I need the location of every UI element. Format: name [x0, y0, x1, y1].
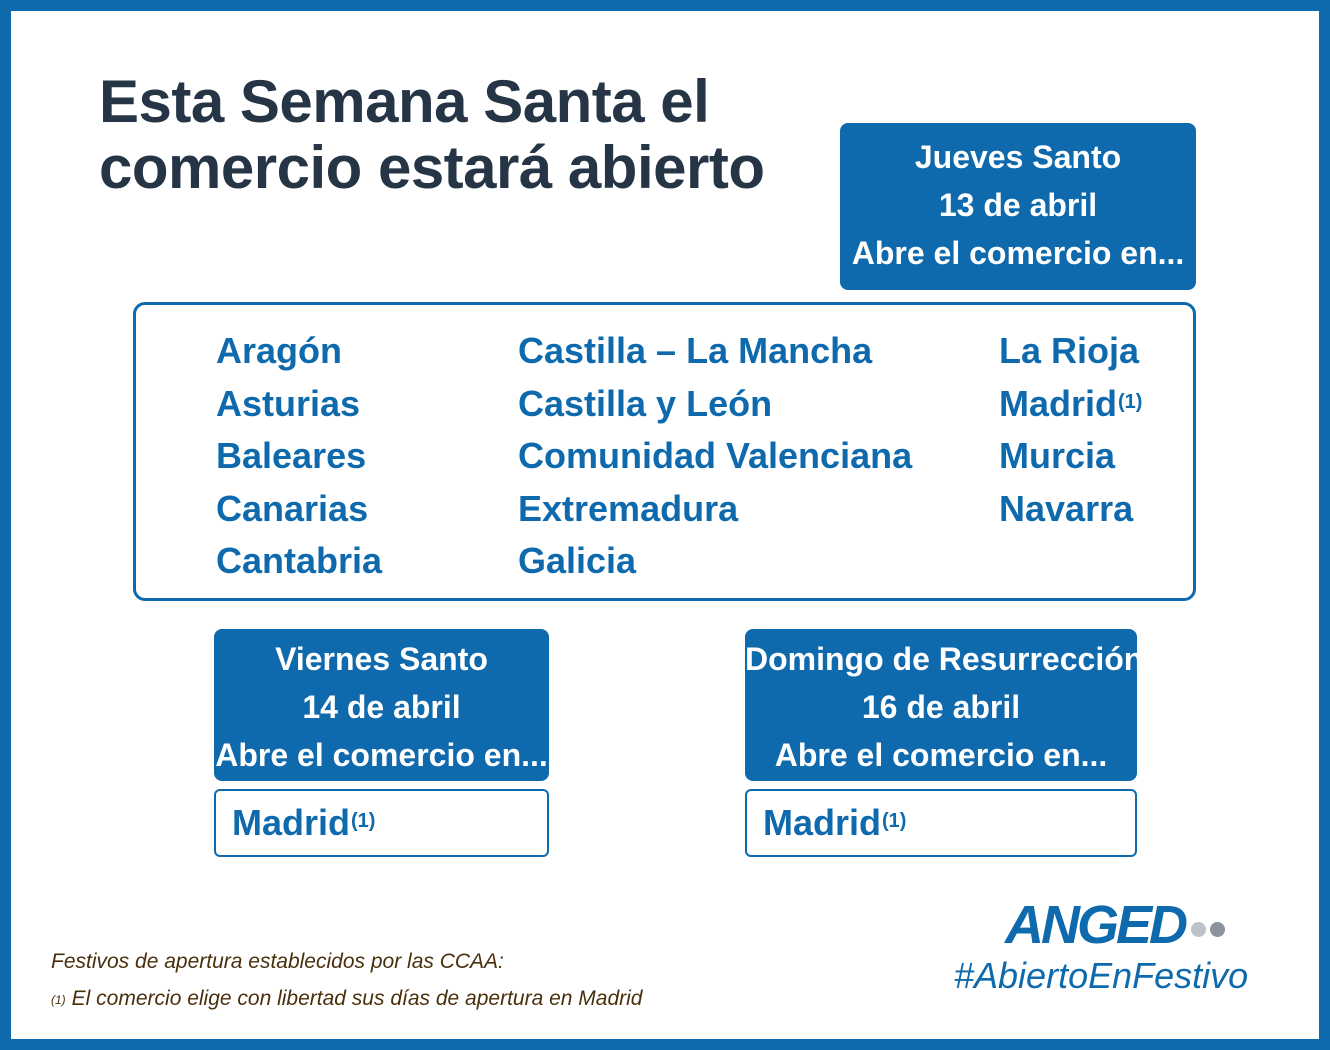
- regions-column-3: [999, 325, 1142, 535]
- region-item: Galicia: [518, 540, 637, 581]
- footnote-marker: (1): [51, 993, 66, 1007]
- region-item: Aragón: [216, 330, 342, 371]
- logo-dot-icon: [1191, 922, 1206, 937]
- region-item: Navarra: [999, 487, 1134, 529]
- footnote-marker: (1): [351, 810, 376, 832]
- regions-column-2: [518, 325, 912, 588]
- footnote: [51, 943, 642, 1017]
- domingo-resurreccion-header: [745, 629, 1144, 781]
- logo-text: ANGED: [1005, 895, 1186, 955]
- hashtag: #AbiertoEnFestivo: [954, 955, 1249, 996]
- region-item: La Rioja: [999, 330, 1140, 371]
- domingo-date: 16 de abril: [861, 689, 1021, 725]
- region-item: Murcia: [999, 435, 1116, 476]
- region-item: Canarias: [216, 487, 369, 529]
- regions-column-1: [216, 325, 382, 588]
- viernes-name: Viernes Santo: [275, 641, 488, 677]
- anged-logo: [1005, 895, 1225, 955]
- region-item: Castilla – La Mancha: [518, 330, 873, 371]
- jueves-caption: Abre el comercio en...: [851, 235, 1185, 271]
- viernes-regions-list: [214, 789, 549, 857]
- footnote-marker: (1): [882, 810, 907, 832]
- region-item: Baleares: [216, 435, 367, 476]
- viernes-region: Madrid: [232, 802, 351, 843]
- page-title: [99, 69, 799, 201]
- title-line-2: comercio estará abierto: [99, 134, 765, 201]
- jueves-date: 13 de abril: [938, 187, 1098, 223]
- viernes-date: 14 de abril: [302, 689, 461, 725]
- logo-dot-icon: [1210, 922, 1225, 937]
- region-madrid-label: Madrid: [999, 382, 1118, 424]
- footnote-line-2: [51, 980, 642, 1017]
- region-item-madrid: [999, 378, 1142, 431]
- footnote-marker: (1): [1118, 390, 1143, 413]
- viernes-caption: Abre el comercio en...: [215, 737, 548, 773]
- region-item: Castilla y León: [518, 382, 773, 424]
- jueves-regions-list: [133, 302, 1196, 601]
- region-item: Extremadura: [518, 487, 739, 529]
- region-item: Cantabria: [216, 540, 383, 581]
- jueves-name: Jueves Santo: [914, 139, 1122, 175]
- viernes-santo-header: [214, 629, 549, 781]
- region-item: Comunidad Valenciana: [518, 435, 913, 476]
- domingo-region: Madrid: [763, 802, 882, 843]
- region-item: Asturias: [216, 382, 361, 424]
- domingo-name: Domingo de Resurrección: [745, 641, 1144, 677]
- title-line-1: Esta Semana Santa el: [99, 68, 710, 135]
- footnote-line-1: Festivos de apertura establecidos por las CCAA:: [51, 950, 504, 973]
- domingo-regions-list: [745, 789, 1137, 857]
- footnote-text: El comercio elige con libertad sus días de apertura en Madrid: [71, 987, 643, 1010]
- jueves-santo-header: [840, 123, 1196, 290]
- domingo-caption: Abre el comercio en...: [774, 737, 1108, 773]
